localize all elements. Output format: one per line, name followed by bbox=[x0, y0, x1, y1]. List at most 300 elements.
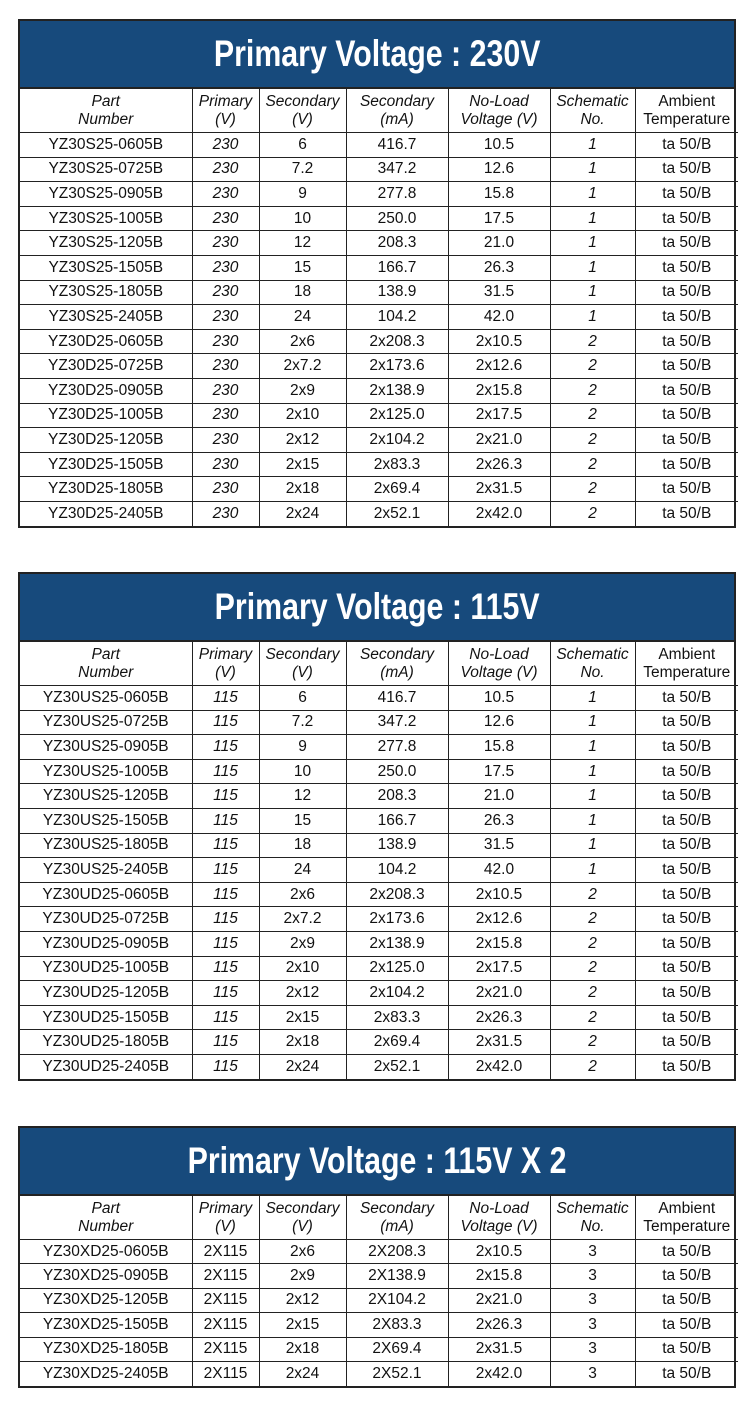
table-cell: 2x15.8 bbox=[448, 931, 550, 956]
table-cell: 104.2 bbox=[346, 858, 448, 883]
table-row bbox=[20, 354, 738, 379]
table-title-band bbox=[20, 574, 734, 642]
table-cell: 2x31.5 bbox=[448, 477, 550, 502]
table-cell: ta 50/B bbox=[635, 305, 738, 330]
table-cell: YZ30UD25-0905B bbox=[20, 931, 192, 956]
table-cell: 2x15 bbox=[259, 1313, 346, 1337]
table-cell: 230 bbox=[192, 403, 259, 428]
table-cell: 2x42.0 bbox=[448, 1054, 550, 1079]
table-cell: 2x138.9 bbox=[346, 931, 448, 956]
table-row bbox=[20, 759, 738, 784]
table-cell: YZ30D25-0725B bbox=[20, 354, 192, 379]
table-cell: 12 bbox=[259, 231, 346, 256]
table-cell: ta 50/B bbox=[635, 710, 738, 735]
table-cell: 18 bbox=[259, 280, 346, 305]
table-row bbox=[20, 255, 738, 280]
table-cell: 2 bbox=[550, 501, 635, 526]
table-row bbox=[20, 501, 738, 526]
table-cell: 2x18 bbox=[259, 1337, 346, 1361]
column-header-line2: Temperature bbox=[643, 110, 731, 128]
table-cell: 230 bbox=[192, 182, 259, 207]
table-cell: 2x83.3 bbox=[346, 452, 448, 477]
column-header-line2: Temperature bbox=[643, 1217, 731, 1235]
table-cell: 2x10.5 bbox=[448, 1240, 550, 1264]
table-cell: 2X52.1 bbox=[346, 1361, 448, 1385]
table-cell: YZ30XD25-0905B bbox=[20, 1264, 192, 1288]
table-cell: 2x52.1 bbox=[346, 501, 448, 526]
table-cell: ta 50/B bbox=[635, 280, 738, 305]
table-cell: YZ30UD25-1505B bbox=[20, 1005, 192, 1030]
table-cell: 115 bbox=[192, 686, 259, 711]
table-cell: ta 50/B bbox=[635, 907, 738, 932]
table-cell: 230 bbox=[192, 452, 259, 477]
table-cell: ta 50/B bbox=[635, 428, 738, 453]
table-cell: 1 bbox=[550, 133, 635, 158]
table-cell: 2X208.3 bbox=[346, 1240, 448, 1264]
header-row bbox=[20, 642, 738, 686]
table-row bbox=[20, 956, 738, 981]
table-cell: 2x15 bbox=[259, 1005, 346, 1030]
table-cell: 2 bbox=[550, 956, 635, 981]
table-cell: 1 bbox=[550, 255, 635, 280]
column-header bbox=[192, 89, 259, 133]
table-cell: 2x12 bbox=[259, 1288, 346, 1312]
column-header bbox=[20, 1196, 192, 1240]
table-cell: 230 bbox=[192, 157, 259, 182]
table-row bbox=[20, 1054, 738, 1079]
table-cell: 115 bbox=[192, 1005, 259, 1030]
table-cell: 17.5 bbox=[448, 206, 550, 231]
table-cell: 9 bbox=[259, 182, 346, 207]
column-header-line2: Temperature bbox=[643, 663, 731, 681]
table-cell: 6 bbox=[259, 133, 346, 158]
table-cell: 10.5 bbox=[448, 686, 550, 711]
voltage-table bbox=[18, 1126, 736, 1388]
table-cell: 1 bbox=[550, 280, 635, 305]
table-cell: ta 50/B bbox=[635, 686, 738, 711]
table-row bbox=[20, 378, 738, 403]
table-cell: YZ30US25-0905B bbox=[20, 735, 192, 760]
table-cell: ta 50/B bbox=[635, 808, 738, 833]
table-cell: ta 50/B bbox=[635, 501, 738, 526]
column-header bbox=[192, 1196, 259, 1240]
table-cell: 2x21.0 bbox=[448, 1288, 550, 1312]
table-cell: 230 bbox=[192, 501, 259, 526]
table-cell: 2x104.2 bbox=[346, 981, 448, 1006]
table-cell: 2 bbox=[550, 1030, 635, 1055]
column-header bbox=[550, 89, 635, 133]
table-cell: 2 bbox=[550, 907, 635, 932]
table-cell: 2x52.1 bbox=[346, 1054, 448, 1079]
column-header bbox=[448, 89, 550, 133]
table-cell: 2X83.3 bbox=[346, 1313, 448, 1337]
table-row bbox=[20, 1288, 738, 1312]
table-cell: 115 bbox=[192, 981, 259, 1006]
table-title: Primary Voltage : 115V bbox=[214, 586, 540, 627]
table-row bbox=[20, 784, 738, 809]
table-cell: YZ30UD25-0725B bbox=[20, 907, 192, 932]
table-cell: 2x12.6 bbox=[448, 907, 550, 932]
table-cell: ta 50/B bbox=[635, 157, 738, 182]
table-row bbox=[20, 1005, 738, 1030]
table-row bbox=[20, 1264, 738, 1288]
table-cell: YZ30US25-1805B bbox=[20, 833, 192, 858]
column-header-line2: (V) bbox=[292, 663, 313, 681]
table-cell: 2x9 bbox=[259, 1264, 346, 1288]
table-cell: 17.5 bbox=[448, 759, 550, 784]
table-cell: 2x31.5 bbox=[448, 1337, 550, 1361]
table-cell: ta 50/B bbox=[635, 403, 738, 428]
table-cell: YZ30XD25-0605B bbox=[20, 1240, 192, 1264]
table-row bbox=[20, 477, 738, 502]
column-header-line1: Ambient bbox=[658, 92, 716, 110]
table-cell: 416.7 bbox=[346, 686, 448, 711]
table-cell: 166.7 bbox=[346, 808, 448, 833]
table-cell: ta 50/B bbox=[635, 206, 738, 231]
table-cell: YZ30S25-1205B bbox=[20, 231, 192, 256]
table-cell: 2x138.9 bbox=[346, 378, 448, 403]
table-cell: 104.2 bbox=[346, 305, 448, 330]
table-row bbox=[20, 280, 738, 305]
table-cell: 2X138.9 bbox=[346, 1264, 448, 1288]
table-title-band bbox=[20, 21, 734, 89]
table-cell: 2x15.8 bbox=[448, 378, 550, 403]
table-cell: 2x21.0 bbox=[448, 981, 550, 1006]
column-header bbox=[635, 1196, 738, 1240]
table-cell: 2 bbox=[550, 1005, 635, 1030]
column-header bbox=[635, 89, 738, 133]
table-cell: 115 bbox=[192, 956, 259, 981]
table-cell: 1 bbox=[550, 858, 635, 883]
table-cell: ta 50/B bbox=[635, 931, 738, 956]
table-cell: ta 50/B bbox=[635, 329, 738, 354]
column-header-line2: Number bbox=[78, 110, 134, 128]
table-cell: 1 bbox=[550, 833, 635, 858]
table-cell: YZ30US25-2405B bbox=[20, 858, 192, 883]
table-cell: YZ30D25-0605B bbox=[20, 329, 192, 354]
table-cell: 3 bbox=[550, 1361, 635, 1385]
table-row bbox=[20, 907, 738, 932]
table-cell: 42.0 bbox=[448, 858, 550, 883]
table-cell: 2x12 bbox=[259, 981, 346, 1006]
column-header-line2: Voltage (V) bbox=[460, 663, 538, 681]
column-header-line2: Number bbox=[78, 1217, 134, 1235]
column-header-line1: Schematic bbox=[556, 92, 629, 110]
table-cell: 2x7.2 bbox=[259, 354, 346, 379]
table-cell: 2x31.5 bbox=[448, 1030, 550, 1055]
table-cell: 1 bbox=[550, 231, 635, 256]
table-cell: YZ30US25-1005B bbox=[20, 759, 192, 784]
table-cell: YZ30D25-2405B bbox=[20, 501, 192, 526]
table-cell: 230 bbox=[192, 206, 259, 231]
table-cell: ta 50/B bbox=[635, 133, 738, 158]
table-cell: ta 50/B bbox=[635, 858, 738, 883]
table-cell: YZ30UD25-0605B bbox=[20, 882, 192, 907]
table-cell: 2x26.3 bbox=[448, 452, 550, 477]
table-cell: 2X115 bbox=[192, 1313, 259, 1337]
column-header-line1: No-Load bbox=[469, 1199, 529, 1217]
table-cell: ta 50/B bbox=[635, 452, 738, 477]
table-cell: 2x10.5 bbox=[448, 329, 550, 354]
table-cell: 21.0 bbox=[448, 231, 550, 256]
table-row bbox=[20, 157, 738, 182]
column-header bbox=[259, 89, 346, 133]
column-header-line2: (V) bbox=[292, 1217, 313, 1235]
column-header bbox=[550, 642, 635, 686]
table-row bbox=[20, 1361, 738, 1385]
table-cell: 1 bbox=[550, 759, 635, 784]
table-cell: ta 50/B bbox=[635, 255, 738, 280]
table-row bbox=[20, 931, 738, 956]
table-cell: YZ30S25-1005B bbox=[20, 206, 192, 231]
table-cell: ta 50/B bbox=[635, 1240, 738, 1264]
table-row bbox=[20, 428, 738, 453]
table-cell: ta 50/B bbox=[635, 784, 738, 809]
column-header-line1: No-Load bbox=[469, 645, 529, 663]
table-cell: 138.9 bbox=[346, 280, 448, 305]
table-cell: ta 50/B bbox=[635, 981, 738, 1006]
table-cell: 2x208.3 bbox=[346, 882, 448, 907]
table-title-band bbox=[20, 1128, 734, 1196]
table-cell: 24 bbox=[259, 305, 346, 330]
table-cell: 115 bbox=[192, 1054, 259, 1079]
table-cell: 10.5 bbox=[448, 133, 550, 158]
column-header-line1: Part bbox=[91, 92, 120, 110]
table-cell: 15 bbox=[259, 808, 346, 833]
table-cell: 2x12.6 bbox=[448, 354, 550, 379]
spec-table bbox=[20, 642, 738, 1079]
table-cell: 3 bbox=[550, 1337, 635, 1361]
table-row bbox=[20, 133, 738, 158]
table-cell: 416.7 bbox=[346, 133, 448, 158]
table-cell: 2x83.3 bbox=[346, 1005, 448, 1030]
table-row bbox=[20, 1337, 738, 1361]
table-cell: ta 50/B bbox=[635, 477, 738, 502]
column-header-line1: Secondary bbox=[359, 92, 435, 110]
table-cell: 2x9 bbox=[259, 378, 346, 403]
table-cell: 230 bbox=[192, 305, 259, 330]
spec-table bbox=[20, 1196, 738, 1386]
column-header bbox=[448, 642, 550, 686]
table-cell: 2x6 bbox=[259, 329, 346, 354]
table-cell: ta 50/B bbox=[635, 1030, 738, 1055]
table-cell: 115 bbox=[192, 931, 259, 956]
table-cell: 2x21.0 bbox=[448, 428, 550, 453]
table-cell: 7.2 bbox=[259, 710, 346, 735]
table-row bbox=[20, 808, 738, 833]
table-cell: 347.2 bbox=[346, 157, 448, 182]
column-header bbox=[346, 89, 448, 133]
table-cell: 31.5 bbox=[448, 280, 550, 305]
table-row bbox=[20, 1030, 738, 1055]
table-row bbox=[20, 452, 738, 477]
column-header-line2: No. bbox=[580, 110, 605, 128]
table-cell: 2 bbox=[550, 931, 635, 956]
table-cell: 2x24 bbox=[259, 1054, 346, 1079]
column-header bbox=[192, 642, 259, 686]
table-cell: 3 bbox=[550, 1264, 635, 1288]
column-header-line2: (V) bbox=[215, 110, 236, 128]
table-cell: 26.3 bbox=[448, 808, 550, 833]
table-cell: 2x24 bbox=[259, 1361, 346, 1385]
table-cell: 277.8 bbox=[346, 182, 448, 207]
table-cell: YZ30S25-2405B bbox=[20, 305, 192, 330]
column-header-line2: No. bbox=[580, 663, 605, 681]
table-cell: YZ30US25-0605B bbox=[20, 686, 192, 711]
table-cell: 2x208.3 bbox=[346, 329, 448, 354]
column-header-line2: (mA) bbox=[380, 663, 414, 681]
table-cell: 2 bbox=[550, 329, 635, 354]
table-row bbox=[20, 882, 738, 907]
table-cell: 115 bbox=[192, 907, 259, 932]
table-row bbox=[20, 735, 738, 760]
table-cell: 2x26.3 bbox=[448, 1313, 550, 1337]
column-header-line2: (V) bbox=[215, 1217, 236, 1235]
table-cell: 115 bbox=[192, 784, 259, 809]
table-cell: 12.6 bbox=[448, 157, 550, 182]
table-cell: 2x104.2 bbox=[346, 428, 448, 453]
table-cell: 2x69.4 bbox=[346, 477, 448, 502]
table-cell: 230 bbox=[192, 354, 259, 379]
table-cell: 230 bbox=[192, 477, 259, 502]
table-row bbox=[20, 403, 738, 428]
column-header-line2: (V) bbox=[292, 110, 313, 128]
table-cell: 230 bbox=[192, 255, 259, 280]
table-cell: 230 bbox=[192, 231, 259, 256]
column-header-line1: Ambient bbox=[658, 645, 716, 663]
table-cell: 2X104.2 bbox=[346, 1288, 448, 1312]
table-cell: 2 bbox=[550, 428, 635, 453]
table-cell: YZ30S25-0605B bbox=[20, 133, 192, 158]
table-cell: 12.6 bbox=[448, 710, 550, 735]
table-cell: YZ30US25-0725B bbox=[20, 710, 192, 735]
table-cell: 115 bbox=[192, 710, 259, 735]
table-cell: YZ30D25-1005B bbox=[20, 403, 192, 428]
table-cell: YZ30XD25-1505B bbox=[20, 1313, 192, 1337]
table-cell: 6 bbox=[259, 686, 346, 711]
table-cell: ta 50/B bbox=[635, 1264, 738, 1288]
table-cell: 2x42.0 bbox=[448, 1361, 550, 1385]
table-cell: 10 bbox=[259, 759, 346, 784]
column-header-line2: Voltage (V) bbox=[460, 1217, 538, 1235]
table-cell: 2 bbox=[550, 1054, 635, 1079]
table-cell: YZ30US25-1205B bbox=[20, 784, 192, 809]
table-cell: 2x42.0 bbox=[448, 501, 550, 526]
table-cell: 2x6 bbox=[259, 1240, 346, 1264]
table-cell: 3 bbox=[550, 1288, 635, 1312]
table-cell: 3 bbox=[550, 1240, 635, 1264]
table-cell: 2x15 bbox=[259, 452, 346, 477]
table-row bbox=[20, 981, 738, 1006]
table-row bbox=[20, 206, 738, 231]
column-header-line1: Part bbox=[91, 1199, 120, 1217]
table-cell: 2X115 bbox=[192, 1337, 259, 1361]
table-cell: ta 50/B bbox=[635, 1005, 738, 1030]
table-row bbox=[20, 231, 738, 256]
table-cell: 2x7.2 bbox=[259, 907, 346, 932]
table-cell: 230 bbox=[192, 329, 259, 354]
table-cell: 2x10.5 bbox=[448, 882, 550, 907]
column-header-line1: No-Load bbox=[469, 92, 529, 110]
table-cell: 115 bbox=[192, 759, 259, 784]
column-header bbox=[259, 642, 346, 686]
column-header bbox=[20, 89, 192, 133]
table-cell: YZ30S25-1805B bbox=[20, 280, 192, 305]
table-cell: ta 50/B bbox=[635, 1361, 738, 1385]
table-cell: 115 bbox=[192, 833, 259, 858]
table-cell: 2X115 bbox=[192, 1264, 259, 1288]
table-cell: 12 bbox=[259, 784, 346, 809]
table-cell: 15.8 bbox=[448, 182, 550, 207]
table-cell: 208.3 bbox=[346, 784, 448, 809]
column-header-line1: Primary bbox=[198, 645, 253, 663]
table-cell: 7.2 bbox=[259, 157, 346, 182]
table-cell: ta 50/B bbox=[635, 1313, 738, 1337]
table-cell: 2x12 bbox=[259, 428, 346, 453]
column-header-line1: Secondary bbox=[359, 1199, 435, 1217]
column-header bbox=[259, 1196, 346, 1240]
table-cell: YZ30UD25-2405B bbox=[20, 1054, 192, 1079]
table-cell: ta 50/B bbox=[635, 1337, 738, 1361]
table-cell: 2X115 bbox=[192, 1288, 259, 1312]
table-cell: ta 50/B bbox=[635, 882, 738, 907]
table-row bbox=[20, 710, 738, 735]
table-row bbox=[20, 1240, 738, 1264]
table-cell: YZ30XD25-1205B bbox=[20, 1288, 192, 1312]
column-header-line1: Secondary bbox=[359, 645, 435, 663]
table-cell: 1 bbox=[550, 710, 635, 735]
table-cell: 15.8 bbox=[448, 735, 550, 760]
table-row bbox=[20, 329, 738, 354]
header-row bbox=[20, 89, 738, 133]
table-cell: YZ30S25-0905B bbox=[20, 182, 192, 207]
table-cell: ta 50/B bbox=[635, 759, 738, 784]
column-header-line1: Schematic bbox=[556, 645, 629, 663]
table-cell: 230 bbox=[192, 280, 259, 305]
table-cell: ta 50/B bbox=[635, 1288, 738, 1312]
column-header-line1: Secondary bbox=[265, 92, 340, 110]
table-cell: 2X69.4 bbox=[346, 1337, 448, 1361]
table-cell: 1 bbox=[550, 305, 635, 330]
table-cell: 2x125.0 bbox=[346, 956, 448, 981]
spec-table bbox=[20, 89, 738, 526]
table-cell: 2 bbox=[550, 477, 635, 502]
table-row bbox=[20, 858, 738, 883]
table-cell: 2x10 bbox=[259, 956, 346, 981]
table-cell: ta 50/B bbox=[635, 956, 738, 981]
table-row bbox=[20, 833, 738, 858]
table-cell: 3 bbox=[550, 1313, 635, 1337]
table-cell: 2 bbox=[550, 882, 635, 907]
column-header bbox=[635, 642, 738, 686]
table-cell: 2x18 bbox=[259, 477, 346, 502]
table-cell: 2x6 bbox=[259, 882, 346, 907]
table-cell: 115 bbox=[192, 735, 259, 760]
table-cell: YZ30D25-1205B bbox=[20, 428, 192, 453]
table-cell: 1 bbox=[550, 686, 635, 711]
table-cell: YZ30D25-1505B bbox=[20, 452, 192, 477]
table-cell: 2X115 bbox=[192, 1361, 259, 1385]
voltage-table bbox=[18, 572, 736, 1081]
column-header bbox=[20, 642, 192, 686]
table-cell: 1 bbox=[550, 784, 635, 809]
table-cell: 2x125.0 bbox=[346, 403, 448, 428]
column-header-line1: Primary bbox=[198, 92, 253, 110]
table-cell: YZ30XD25-2405B bbox=[20, 1361, 192, 1385]
table-cell: 115 bbox=[192, 808, 259, 833]
table-cell: YZ30S25-0725B bbox=[20, 157, 192, 182]
table-cell: YZ30D25-1805B bbox=[20, 477, 192, 502]
